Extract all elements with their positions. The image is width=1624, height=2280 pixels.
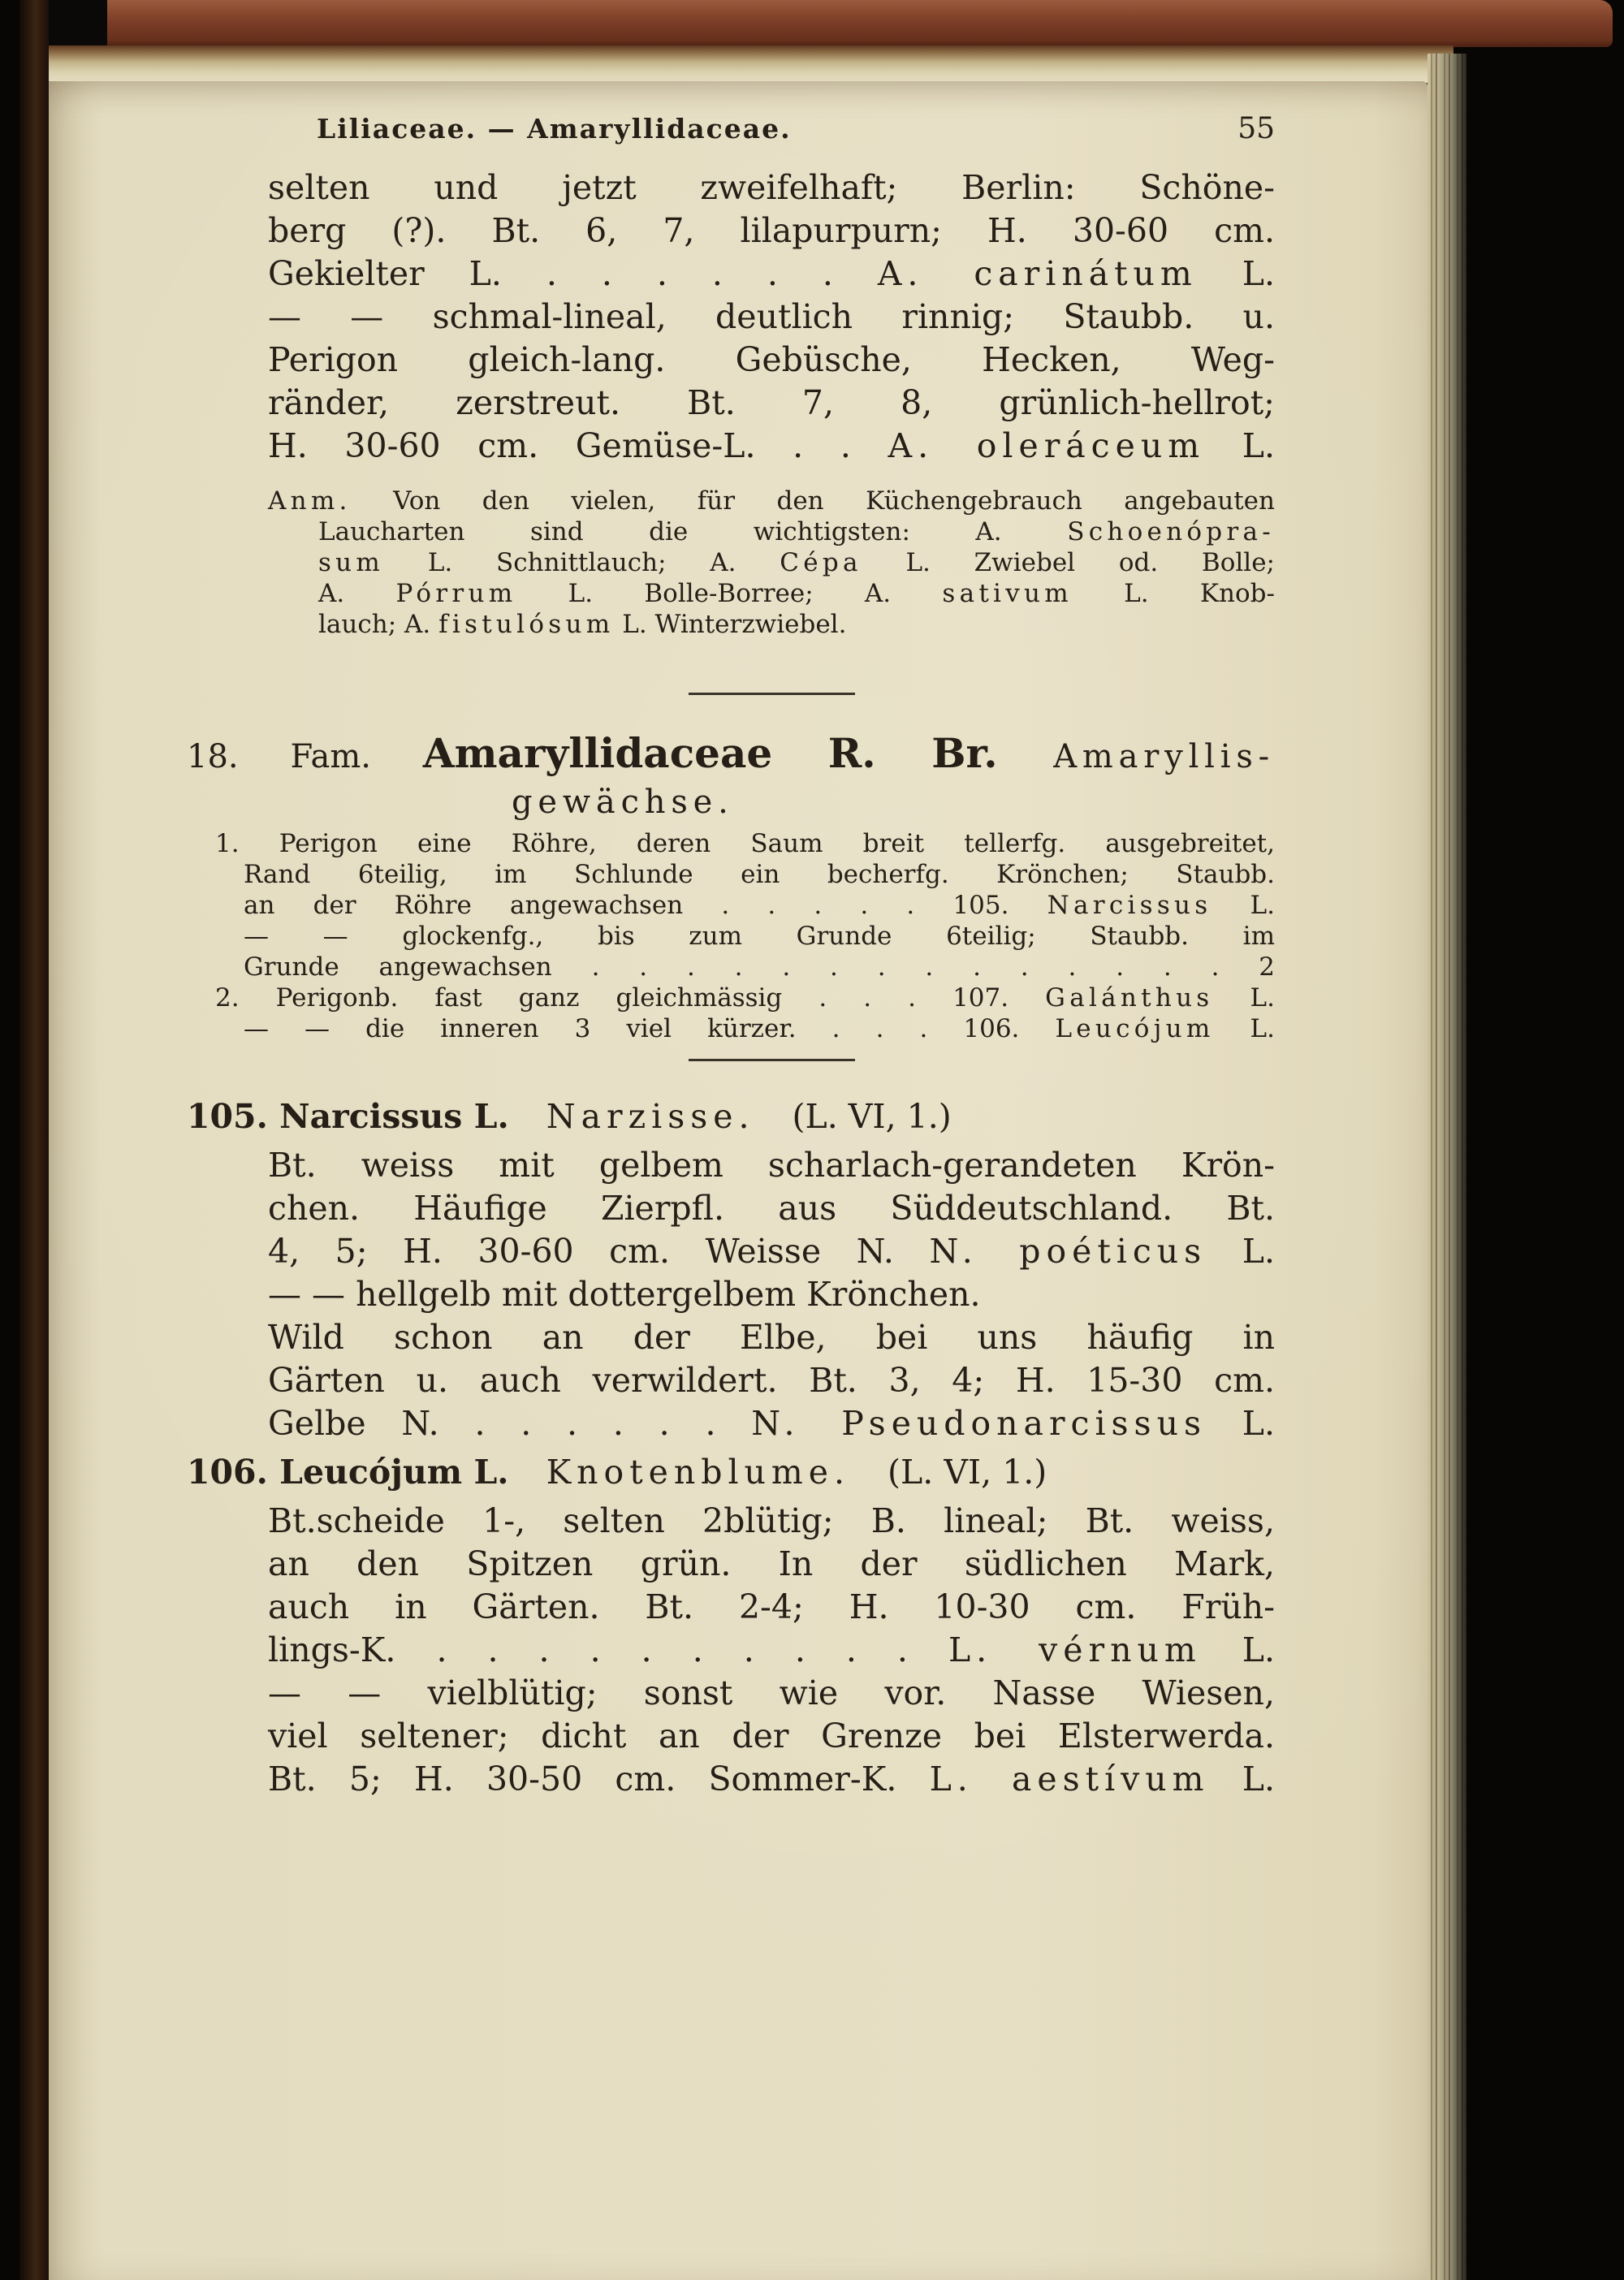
text-segment: L. [1206,1404,1275,1443]
text-segment: L. [1197,254,1275,293]
text-line [268,296,1275,339]
text-segment: auch in Gärten. Bt. 2-4; H. 10-30 cm. Früh- [268,1587,1275,1626]
text-line [268,1316,1275,1359]
text-line [268,253,1275,296]
text-segment: L. Schnittlauch; A. [384,548,780,577]
text-line [187,1449,1275,1496]
text-segment: L. [1201,1630,1275,1669]
identification-key [215,828,1275,1044]
text-segment: berg (?). Bt. 6, 7, lilapurpurn; H. 30-60 cm. [268,211,1275,250]
text-line [187,782,1275,823]
text-segment: 2. Perigonb. fast ganz gleichmässig . . . 107. [215,983,1046,1013]
book-cover-top-edge [24,0,1613,47]
book-spine-edge [19,0,49,2280]
species-name: fistulósum [438,610,615,639]
text-segment: 105. Narcissus L. [187,1097,509,1136]
text-line [268,609,1275,640]
text-line [215,859,1275,890]
text-line [268,516,1275,547]
text-segment: Bt. weiss mit gelbem scharlach-gerandeten Krön- [268,1146,1275,1185]
text-line [268,1672,1275,1715]
text-line [268,1758,1275,1801]
species-name: A. oleráceum [888,426,1206,465]
text-segment: 106. Leucójum L. [187,1453,509,1492]
text-segment: Von den vielen, für den Küchengebrauch angebauten [351,486,1275,516]
text-segment: 1. Perigon eine Röhre, deren Saum breit tellerfg. ausgebreitet, [215,829,1275,858]
entry-105-heading [187,1093,1275,1140]
paragraph-allium-species [268,166,1275,468]
text-segment: chen. Häufige Zierpfl. aus Süddeutschland. Bt. [268,1189,1275,1228]
text-segment: Gärten u. auch verwildert. Bt. 3, 4; H. 15-30 cm. [268,1361,1275,1400]
text-line [268,1586,1275,1629]
species-name: Narzisse. [546,1097,755,1136]
text-segment: L. [1209,1760,1276,1799]
species-name: N. Pseudonarcissus [751,1404,1207,1443]
species-name: sativum [942,579,1073,608]
text-segment: L. [1207,1232,1276,1271]
text-line [268,1359,1275,1402]
text-line [215,952,1275,982]
species-name: sum [318,548,385,577]
running-header [268,112,1275,148]
text-segment: lings-K. . . . . . . . . . . [268,1630,948,1669]
text-segment: 4, 5; H. 30-60 cm. Weisse N. [268,1232,930,1271]
book-page [49,81,1427,2280]
entry-106-body [268,1500,1275,1801]
species-name: A. carinátum [877,254,1198,293]
species-name: Narcissus [1047,891,1212,920]
text-segment: A. [318,579,396,608]
entry-105-body [268,1144,1275,1445]
text-segment: viel seltener; dicht an der Grenze bei Elsterwerda. [268,1716,1275,1755]
text-segment: Wild schon an der Elbe, bei uns häufig in [268,1318,1275,1357]
text-segment: Amaryllidaceae R. Br. [422,729,1054,777]
text-line [268,1500,1275,1543]
species-name: Cépa [780,548,862,577]
header-title: Liliaceae. — Amaryllidaceae. [317,113,792,145]
text-line [268,1402,1275,1445]
text-segment: (L. VI, 1.) [792,1097,952,1136]
text-line [268,1273,1275,1316]
text-segment: Perigon gleich-lang. Gebüsche, Hecken, Weg- [268,340,1275,379]
text-segment: L. [1213,983,1275,1013]
text-segment: selten und jetzt zweifelhaft; Berlin: Schöne- [268,168,1275,207]
text-segment: H. 30-60 cm. Gemüse-L. . . [268,426,888,465]
text-line [268,166,1275,209]
text-segment: — — die inneren 3 viel kürzer. . . . 106. [244,1014,1056,1043]
text-segment: Bt. 5; H. 30-50 cm. Sommer-K. [268,1760,930,1799]
text-line [268,1144,1275,1187]
text-segment: — — hellgelb mit dottergelbem Krönchen. [268,1275,981,1314]
page-fore-edge [1427,54,1466,2280]
text-line [268,209,1275,253]
species-name: L. aestívum [929,1760,1210,1799]
text-line [215,982,1275,1013]
text-line [268,1187,1275,1230]
text-line [268,1629,1275,1672]
text-segment: L. Bolle-Borree; A. [516,579,943,608]
text-segment: — — vielblütig; sonst wie vor. Nasse Wiesen, [268,1673,1275,1712]
text-segment: Gekielter L. . . . . . . [268,254,878,293]
text-segment: L. Winterzwiebel. [614,610,847,639]
species-name: Knotenblume. [546,1453,851,1492]
text-segment: Rand 6teilig, im Schlunde ein becherfg. Krönchen; Staubb. [244,860,1275,889]
species-name: Amaryllis- [1053,738,1275,775]
text-segment: L. Knob- [1072,579,1275,608]
species-name: Anm. [268,486,352,516]
text-line [215,921,1275,952]
text-segment: Grunde angewachsen . . . . . . . . . . . . . . 2 [244,952,1275,982]
text-segment: ränder, zerstreut. Bt. 7, 8, grünlich-hellrot; [268,383,1275,422]
text-line [215,890,1275,921]
species-name: Galánthus [1045,983,1214,1013]
annotation-note [268,486,1275,640]
text-line [268,339,1275,382]
cover-gap [44,0,107,49]
text-segment: — — glockenfg., bis zum Grunde 6teilig; Staubb. im [244,922,1275,951]
text-segment: L. [1214,1014,1275,1043]
species-name: Schoenópra- [1067,517,1275,546]
text-line [187,1093,1275,1140]
species-name: N. poéticus [929,1232,1207,1271]
text-segment: Laucharten sind die wichtigsten: A. [318,517,1068,546]
text-line [215,828,1275,859]
text-segment: lauch; A. [318,610,439,639]
text-segment: L. [1205,426,1275,465]
entry-106-heading [187,1449,1275,1496]
text-segment: L. [1212,891,1276,920]
section-divider-2 [689,1059,855,1061]
species-name: Pórrum [395,579,517,608]
text-line [215,1013,1275,1044]
text-line [268,547,1275,578]
text-line [268,1715,1275,1758]
text-line [268,425,1275,468]
species-name: gewächse. [512,784,734,821]
text-segment: L. Zwiebel od. Bolle; [862,548,1275,577]
species-name: Leucójum [1055,1014,1215,1043]
text-segment: an der Röhre angewachsen . . . . . 105. [244,891,1047,920]
text-segment: Bt.scheide 1-, selten 2blütig; B. lineal; Bt. weiss, [268,1501,1275,1540]
text-segment: (L. VI, 1.) [888,1453,1047,1492]
species-name: L. vérnum [948,1630,1202,1669]
section-divider [689,693,855,695]
text-segment: Gelbe N. . . . . . . [268,1404,752,1443]
text-line [268,1230,1275,1273]
text-line [268,382,1275,425]
text-segment: an den Spitzen grün. In der südlichen Mark, [268,1544,1275,1583]
text-line [268,578,1275,609]
page-stack-top-edge [47,45,1453,83]
text-line [268,486,1275,516]
text-segment: 18. Fam. [187,738,423,775]
text-line [268,1543,1275,1586]
page-text-area [187,112,1276,1801]
text-segment: — — schmal-lineal, deutlich rinnig; Staubb. u. [268,297,1275,336]
page-number: 55 [1237,112,1275,145]
text-line [187,728,1275,782]
family-heading [187,728,1275,823]
